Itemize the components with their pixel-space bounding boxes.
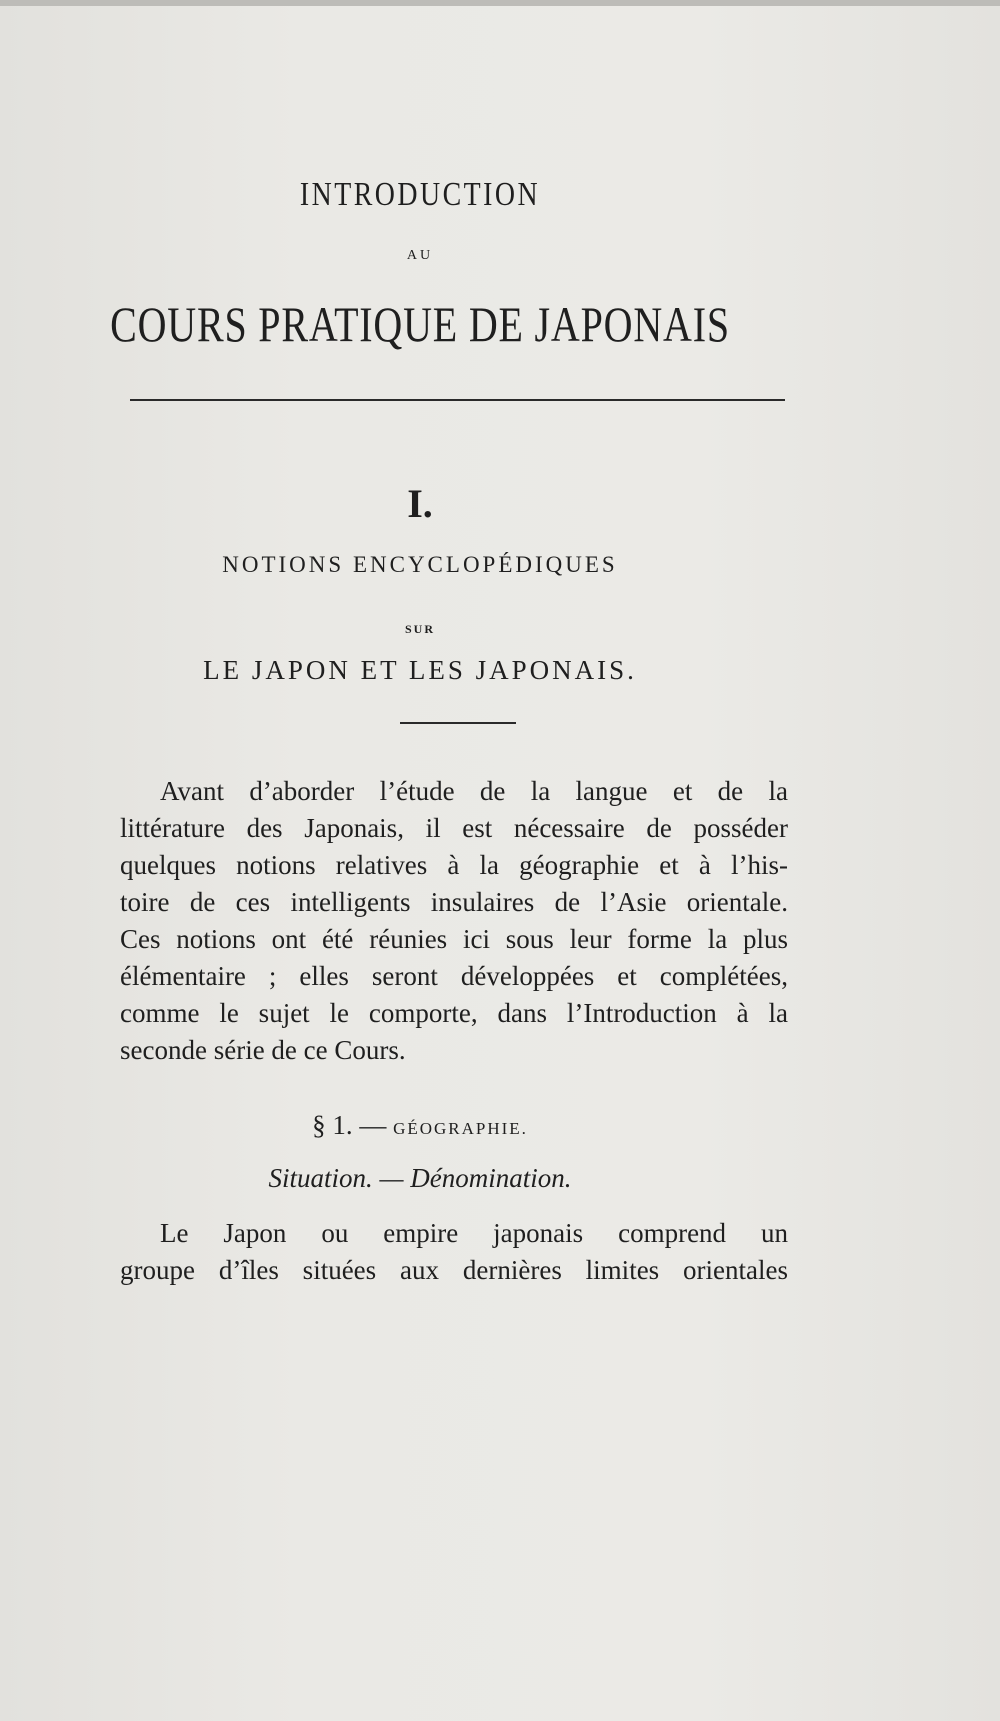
- paragraph-line: groupe d’îles situées aux dernières limites orientales: [120, 1255, 788, 1285]
- title-line2: COURS PRATIQUE DE JAPONAIS: [110, 296, 730, 352]
- section-title: GÉOGRAPHIE.: [393, 1119, 528, 1138]
- page-edge: [0, 0, 1000, 6]
- section-number: § 1. —: [312, 1110, 387, 1140]
- paragraph-line: Avant d’aborder l’étude de la langue et de la: [160, 776, 788, 806]
- section-subtitle: Situation. — Dénomination.: [268, 1163, 572, 1193]
- paragraph-line: élémentaire ; elles seront développées et complétées,: [120, 961, 788, 991]
- paragraph-line: littérature des Japonais, il est nécessaire de posséder: [120, 813, 788, 843]
- section-heading: [0, 1110, 920, 1141]
- paragraph-line: Le Japon ou empire japonais comprend un: [160, 1218, 788, 1248]
- paragraph-line: quelques notions relatives à la géographie et à l’his-: [120, 850, 788, 880]
- paragraph-line: seconde série de ce Cours.: [120, 1035, 406, 1065]
- paragraph-line: comme le sujet le comporte, dans l’Introduction à la: [120, 998, 788, 1028]
- section-paragraph: [120, 1215, 788, 1289]
- paragraph-line: Ces notions ont été réunies ici sous leur forme la plus: [120, 924, 788, 954]
- intro-paragraph: [120, 773, 788, 1069]
- paragraph-line: toire de ces intelligents insulaires de l’Asie orientale.: [120, 887, 788, 917]
- chapter-heading1: NOTIONS ENCYCLOPÉDIQUES: [222, 552, 618, 577]
- chapter-number: I.: [407, 481, 433, 526]
- title-rule: [130, 399, 785, 401]
- title-line1: INTRODUCTION: [299, 176, 541, 213]
- chapter-connector: SUR: [404, 622, 435, 636]
- chapter-rule: [400, 722, 516, 724]
- title-connector: AU: [406, 248, 434, 263]
- chapter-heading2: LE JAPON ET LES JAPONAIS.: [203, 655, 637, 685]
